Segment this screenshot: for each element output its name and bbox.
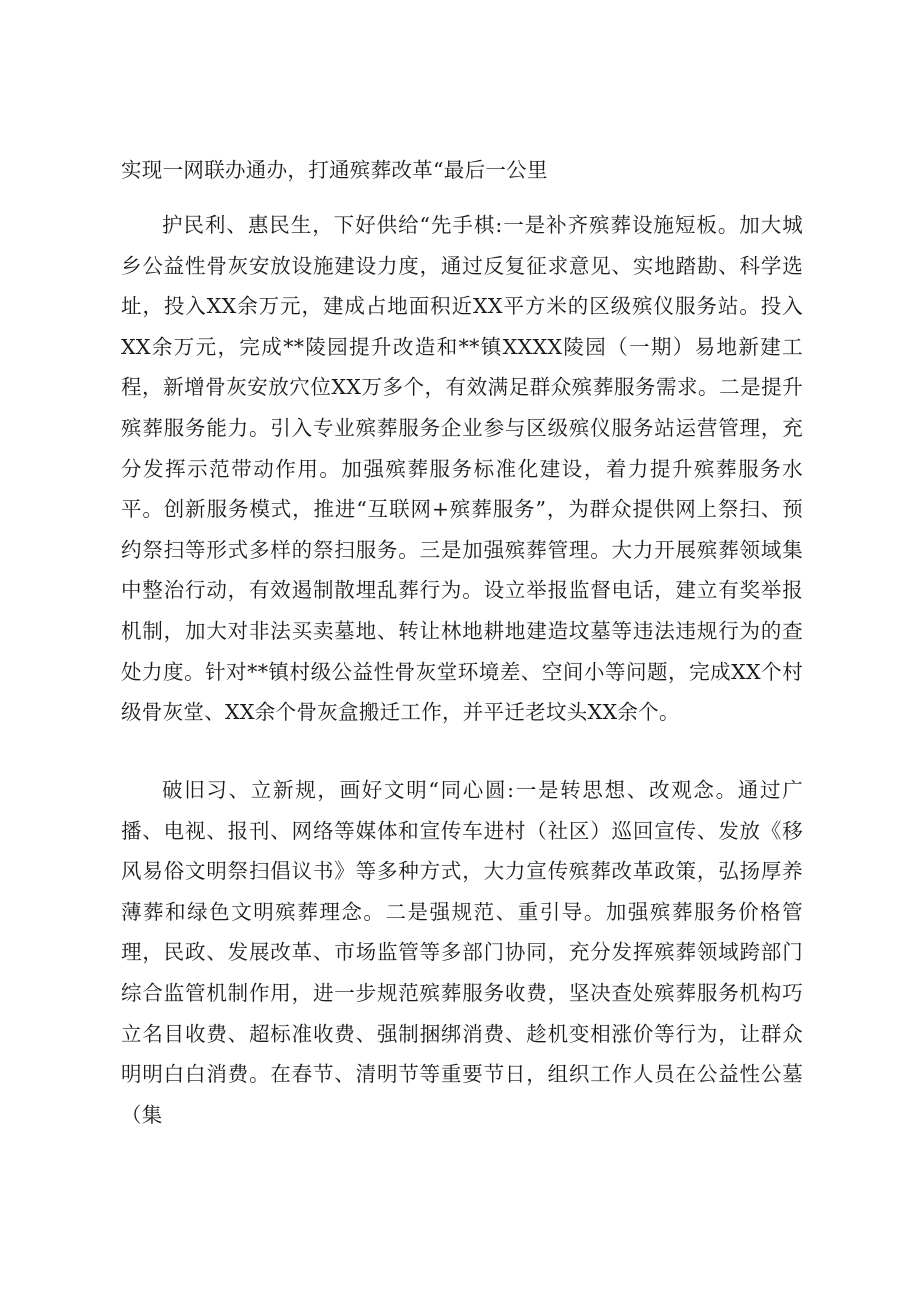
paragraph-civilized-customs: 破旧习、立新规，画好文明“同心圆:一是转思想、改观念。通过广播、电视、报刊、网络等媒体和宣传车进村（社区）巡回宣传、发放《移风易俗文明祭扫倡议书》等多种方式，大力宣传殡葬改革政策，弘扬厚养薄葬和绿色文明殡葬理念。二是强规范、重引导。加强殡葬服务价格管理，民政、发展改革、市场监管等多部门协同，充分发挥殡葬领域跨部门综合监管机制作用，进一步规范殡葬服务收费，坚决查处殡葬服务机构巧立名目收费、超标准收费、强制捆绑消费、趁机变相涨价等行为，让群众明明白白消费。在春节、清明节等重要节日，组织工作人员在公益性公墓（集 xyxy=(121,778,803,1127)
heading-line: 实现一网联办通办，打通殡葬改革“最后一公里 xyxy=(121,158,548,182)
paragraph-facilities-services: 护民利、惠民生，下好供给“先手棋:一是补齐殡葬设施短板。加大城乡公益性骨灰安放设施建设力度，通过反复征求意见、实地踏勘、科学选址，投入XX余万元，建成占地面积近XX平方米的区级殡仪服务站。投入XX余万元，完成**陵园提升改造和**镇XXXX陵园（一期）易地新建工程，新增骨灰安放穴位XX万多个，有效满足群众殡葬服务需求。二是提升殡葬服务能力。引入专业殡葬服务企业参与区级殡仪服务站运营管理，充分发挥示范带动作用。加强殡葬服务标准化建设，着力提升殡葬服务水平。创新服务模式，推进“互联网+殡葬服务”，为群众提供网上祭扫、预约祭扫等形式多样的祭扫服务。三是加强殡葬管理。大力开展殡葬领域集中整治行动，有效遏制散埋乱葬行为。设立举报监督电话，建立有奖举报机制，加大对非法买卖墓地、转让林地耕地建造坟墓等违法违规行为的查处力度。针对**镇村级公益性骨灰堂环境差、空间小等问题，完成XX个村级骨灰堂、XX余个骨灰盒搬迁工作，并平迁老坟头XX余个。 xyxy=(121,213,803,725)
